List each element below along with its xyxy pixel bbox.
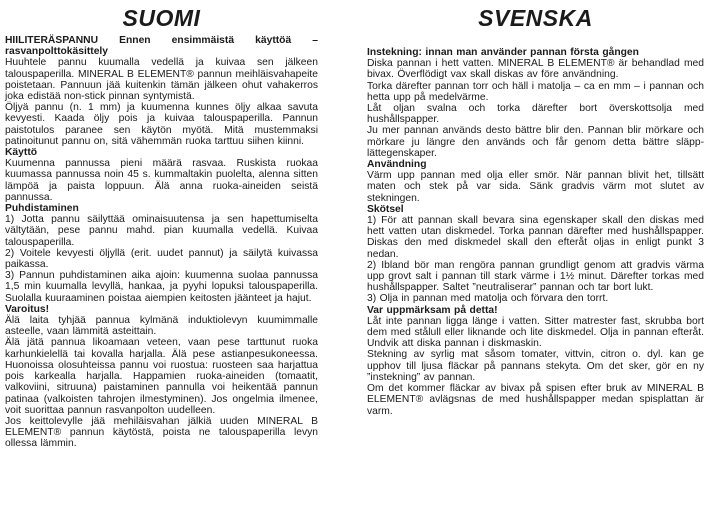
paragraph: 1) För att pannan skall bevara sina egenskaper skall den diskas med hett vatten utan diskmedel. Torka pannan därefter med hushållspapper. Diskas den med diskmedel skall den efteråt oljas in enligt punkt 3 nedan. [367, 215, 704, 260]
paragraph: Kuumenna pannussa pieni määrä rasvaa. Ruskista ruokaa kuumassa pannussa noin 45 s. kummaltakin puolelta, alenna sitten lämpöä ja paista loppuun. Älä anna ruoka-aineiden seistä pannussa. [5, 158, 318, 203]
paragraph: Öljyä pannu (n. 1 mm) ja kuumenna kunnes öljy alkaa savuta kevyesti. Kaada öljy pois ja kuivaa talouspaperilla. Pannun paistotulos paranee sen käytön myötä. Mitä mustemmaksi patinoitunut pannu on, sitä vähemmän ruoka tarttuu siihen kiinni. [5, 102, 318, 147]
section-heading: Var uppmärksam på detta! [367, 304, 498, 316]
paragraph: Stekning av syrlig mat såsom tomater, vittvin, citron o. dyl. kan ge upphov till ljusa fläckar på pannans stekyta. Om det sker, gör en ny ”instekning” av pannan. [367, 349, 704, 383]
paragraph: 2) Ibland bör man rengöra pannan grundligt genom att gradvis värma upp grovt salt i pannan till stark värme i 1½ minut. Därefter torkas med hushållspapper. Saltet ”neutraliserar” pannan och tar bort lukt. [367, 259, 704, 294]
paragraph: Huuhtele pannu kuumalla vedellä ja kuivaa sen jälkeen talouspaperilla. MINERAL B ELEMENT® pannun meihläisvahapeite poistetaan. Pannuun jää kuitenkin tämän jälkeen ohut vahakerros joka edistää non-stick pinnan syntymistä. [5, 57, 318, 103]
column-body-suomi [5, 35, 318, 450]
column-title-suomi: SUOMI [122, 5, 201, 31]
section-heading: Användning [367, 159, 427, 171]
section-heading: HIILITERÄSPANNU Ennen ensimmäistä käyttöä – rasvanpolttokäsittely [5, 35, 318, 58]
section-heading: Varoitus! [5, 303, 50, 315]
column-suomi [5, 5, 318, 450]
column-body-svenska [367, 47, 704, 417]
paragraph: Älä laita tyhjää pannua kylmänä induktiolevyn kuumimmalle asteelle, vaan lämmitä asteittain. [5, 315, 318, 338]
column-title-svenska: SVENSKA [478, 5, 593, 31]
paragraph: Om det kommer fläckar av bivax på spisen efter bruk av MINERAL B ELEMENT® avlägsnas de med hushållspapper medan spisplattan är varm. [367, 383, 704, 417]
paragraph: 3) Olja in pannan med matolja och förvara den torrt. [367, 293, 609, 305]
section-heading: Puhdistaminen [5, 203, 79, 215]
paragraph: Värm upp pannan med olja eller smör. När pannan blivit het, tillsätt maten och stek på var sida. Sänk gradvis värm mot slutet av stekningen. [367, 170, 704, 204]
paragraph: Låt oljan svalna och torka därefter bort överskottsolja med hushållspapper. [367, 103, 704, 126]
paragraph: Diska pannan i hett vatten. MINERAL B ELEMENT® är behandlad med bivax. Överflödigt vax skall diskas av före användning. [367, 58, 704, 81]
paragraph: Torka därefter pannan torr och häll i matolja – ca en mm – i pannan och hetta upp på medelvärme. [367, 80, 704, 103]
paragraph: Ju mer pannan används desto bättre blir den. Pannan blir mörkare och mörkare ju längre den används och får genom detta bättre släpp-lättegenskaper. [367, 125, 704, 159]
paragraph: Låt inte pannan ligga länge i vatten. Sitter matrester fast, skrubba bort dem med stålull eller liknande och lite diskmedel. Olja in pannan efteråt. Undvik att diska pannan i diskmaskin. [367, 315, 704, 350]
paragraph: 3) Pannun puhdistaminen aika ajoin: kuumenna suolaa pannussa 1,5 min kuumalla levyllä, hankaa, ja pyyhi lopuksi talouspaperilla. Suolalla kuuraaminen poistaa aiempien keitosten jäänteet ja hajut. [5, 270, 318, 304]
section-heading: Skötsel [367, 203, 404, 215]
paragraph: Älä jätä pannua likoamaan veteen, vaan pese tarttunut ruoka karhunkielellä tai kovalla harjalla. Älä pese astianpesukoneessa. Huonoissa olosuhteissa pannu voi ruostua: ruosteen saa harjattua pois karkealla harjalla. Happamien ruoka-aineiden (tomaatit, valkoviini, sitruuna) paistaminen pannulla voi heikentää pannun patinaa (valkoisten tahrojen ilmestyminen). Jos ongelmia ilmenee, voit suorittaa pannun rasvanpolton uudelleen. [5, 337, 318, 416]
paragraph: 1) Jotta pannu säilyttää ominaisuutensa ja sen hapettumiselta vältytään, pese pannu mahd. pian kuumalla vedellä. Kuivaa talouspaperilla. [5, 214, 318, 248]
paragraph: Jos keittolevylle jää mehiläisvahan jälkiä uuden MINERAL B ELEMENT® pannun käytöstä, poista ne talouspaperilla levyn ollessa lämmin. [5, 415, 318, 450]
paragraph: 2) Voitele kevyesti öljyllä (erit. uudet pannut) ja säilytä kuivassa paikassa. [5, 247, 318, 271]
section-heading: Käyttö [5, 147, 38, 159]
column-svenska [367, 5, 704, 417]
section-heading: Instekning: innan man använder pannan första gången [367, 47, 639, 58]
